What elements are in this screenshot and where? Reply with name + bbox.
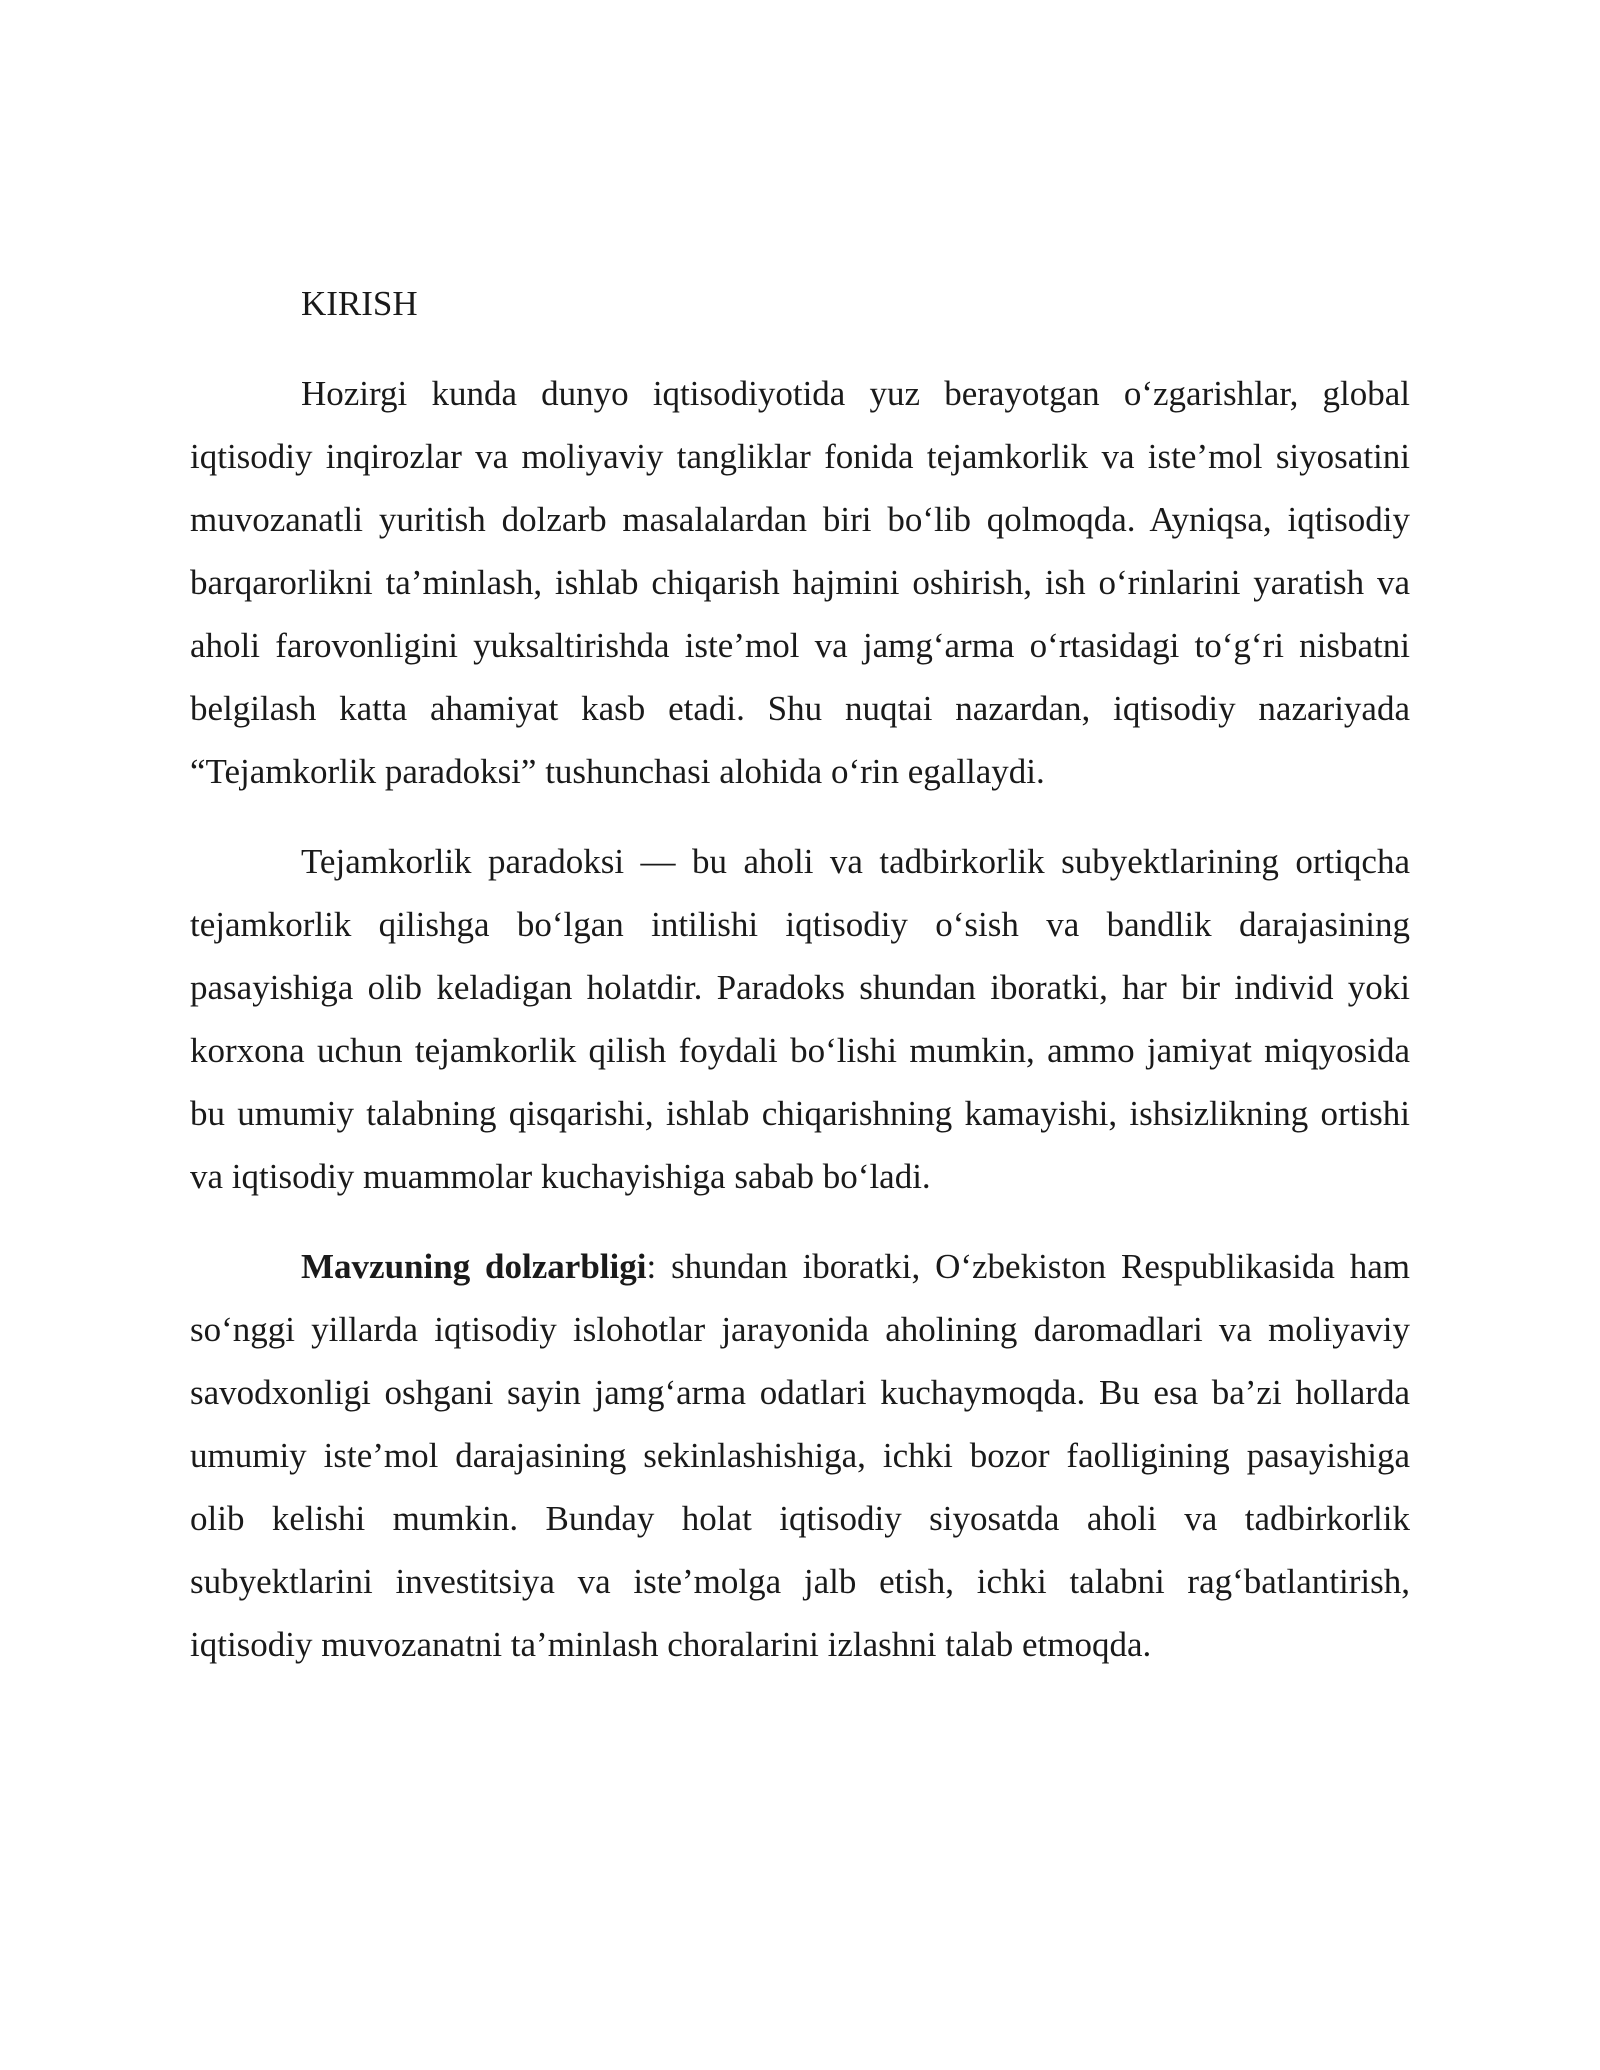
paragraph-paradox-text: Tejamkorlik paradoksi — bu aholi va tadbirkorlik subyektlarining ortiqcha tejamkorlik qilishga bo‘lgan intilishi iqtisodiy o‘sish va bandlik darajasining pasayishiga olib keladigan holatdir. Paradoks shundan iboratki, har bir individ yoki korxona uchun tejamkorlik qilish foydali bo‘lishi mumkin, ammo jamiyat miqyosida bu umumiy talabning qisqarishi, ishlab chiqarishning kamayishi, ishsizlikning ortishi va iqtisodiy muammolar kuchayishiga sabab bo‘ladi. xyxy=(190,842,1410,1196)
paragraph-paradox xyxy=(190,830,1410,1208)
paragraph-relevance xyxy=(190,1235,1410,1676)
paragraph-intro-text: Hozirgi kunda dunyo iqtisodiyotida yuz berayotgan o‘zgarishlar, global iqtisodiy inqirozlar va moliyaviy tangliklar fonida tejamkorlik va iste’mol siyosatini muvozanatli yuritish dolzarb masalalardan biri bo‘lib qolmoqda. Ayniqsa, iqtisodiy barqarorlikni ta’minlash, ishlab chiqarish hajmini oshirish, ish o‘rinlarini yaratish va aholi farovonligini yuksaltirishda iste’mol va jamg‘arma o‘rtasidagi to‘g‘ri nisbatni belgilash katta ahamiyat kasb etadi. Shu nuqtai nazardan, iqtisodiy nazariyada “Tejamkorlik paradoksi” tushunchasi alohida o‘rin egallaydi. xyxy=(190,374,1410,791)
document-body xyxy=(190,272,1410,1703)
paragraph-intro xyxy=(190,362,1410,803)
relevance-label: Mavzuning dolzarbligi xyxy=(301,1247,647,1286)
paragraph-relevance-text: : shundan iboratki, O‘zbekiston Respublikasida ham so‘nggi yillarda iqtisodiy islohotlar jarayonida aholining daromadlari va moliyaviy savodxonligi oshgani sayin jamg‘arma odatlari kuchaymoqda. Bu esa ba’zi hollarda umumiy iste’mol darajasining sekinlashishiga, ichki bozor faolligining pasayishiga olib kelishi mumkin. Bunday holat iqtisodiy siyosatda aholi va tadbirkorlik subyektlarini investitsiya va iste’molga jalb etish, ichki talabni rag‘batlantirish, iqtisodiy muvozanatni ta’minlash choralarini izlashni talab etmoqda. xyxy=(190,1247,1410,1664)
section-heading: KIRISH xyxy=(301,284,418,323)
